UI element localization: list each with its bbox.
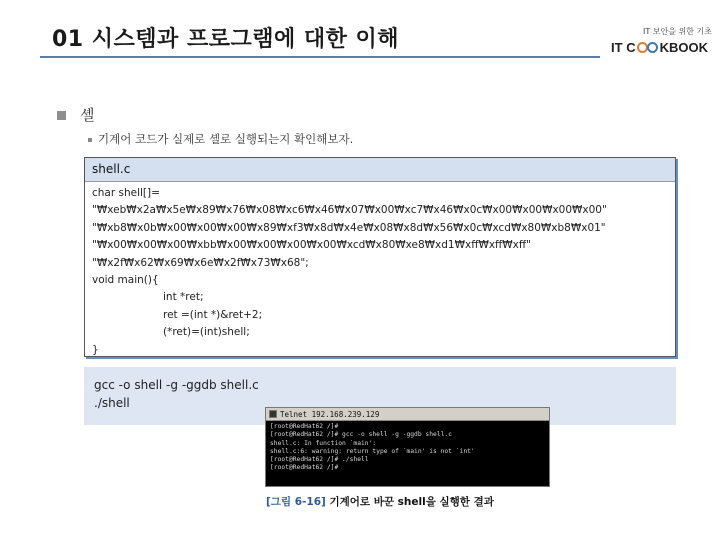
code-line: (*ret)=(int)shell; — [163, 326, 250, 339]
figure-caption — [266, 494, 494, 509]
terminal-line: [root@RedHat62 /]# — [270, 464, 339, 472]
command-line: ./shell — [94, 396, 130, 410]
code-line: "₩x2f₩x62₩x69₩x6e₩x2f₩x73₩x68"; — [92, 256, 309, 269]
code-filename: shell.c — [85, 158, 675, 182]
dot-bullet-icon — [88, 138, 92, 142]
logo-brand-right: KBOOK — [659, 40, 708, 55]
cookbook-oo-icon — [637, 41, 659, 54]
code-line: int *ret; — [163, 291, 204, 304]
figure-label: [그림 6-16] — [266, 496, 326, 508]
section-heading: 셸 — [80, 106, 95, 124]
code-line: "₩xb8₩x0b₩x00₩x00₩x00₩x89₩xf3₩x8d₩x4e₩x08₩x8d₩x56₩x0c₩xcd₩x80₩xb8₩x01" — [92, 221, 606, 234]
logo-brand-left: IT C — [611, 40, 636, 55]
logo-brand — [611, 40, 708, 55]
terminal-line: shell.c:6: warning: return type of `main' is not `int' — [270, 447, 475, 455]
terminal-title: Telnet 192.168.239.129 — [280, 409, 380, 419]
book-logo — [612, 26, 712, 66]
code-listing — [84, 157, 676, 357]
code-line: } — [92, 343, 99, 356]
terminal-output — [266, 421, 549, 475]
code-line: ret =(int *)&ret+2; — [163, 308, 263, 321]
terminal-screenshot — [265, 407, 550, 487]
terminal-titlebar — [266, 408, 549, 421]
code-line: "₩x00₩x00₩x00₩xbb₩x00₩x00₩x00₩x00₩xcd₩x80₩xe8₩xd1₩xff₩xff₩xff" — [92, 239, 531, 252]
figure-caption-text: 기계어로 바꾼 shell을 실행한 결과 — [329, 496, 494, 508]
code-line: void main(){ — [92, 274, 159, 287]
code-line: char shell[]= — [92, 187, 160, 199]
code-body — [85, 182, 675, 362]
section-bullet-text: 기계어 코드가 실제로 셸로 실행되는지 확인해보자. — [98, 132, 354, 146]
terminal-line: [root@RedHat62 /]# ./shell — [270, 456, 369, 464]
title-divider — [40, 56, 600, 58]
terminal-line: [root@RedHat62 /]# — [270, 423, 339, 430]
terminal-line: shell.c: In function `main': — [270, 439, 377, 447]
logo-subtitle: IT 보안을 위한 기초 — [643, 27, 712, 36]
command-line: gcc -o shell -g -ggdb shell.c — [94, 378, 259, 392]
telnet-icon — [269, 410, 277, 418]
code-line: "₩xeb₩x2a₩x5e₩x89₩x76₩x08₩xc6₩x46₩x07₩x00₩xc7₩x46₩x0c₩x00₩x00₩x00₩x00" — [92, 204, 607, 217]
square-bullet-icon — [57, 111, 66, 120]
terminal-line: [root@RedHat62 /]# gcc -o shell -g -ggdb shell.c — [270, 431, 452, 439]
page-title: 01 시스템과 프로그램에 대한 이해 — [52, 27, 400, 52]
